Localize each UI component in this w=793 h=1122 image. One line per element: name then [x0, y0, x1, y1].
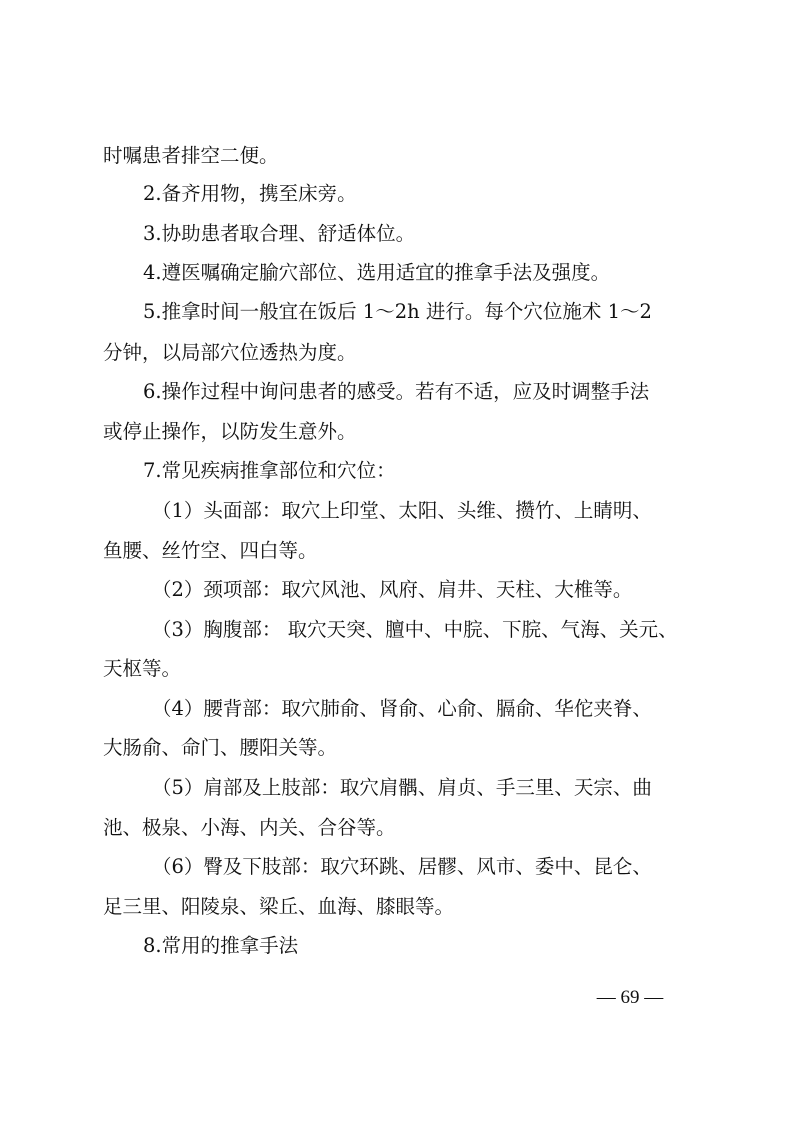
text-line: 池、极泉、小海、内关、合谷等。	[103, 816, 396, 839]
text-line: 3.协助患者取合理、舒适体位。	[143, 222, 416, 245]
text-line: （6）臀及下肢部：取穴环跳、居髎、风市、委中、昆仑、	[152, 855, 652, 878]
text-line: 足三里、阳陵泉、梁丘、血海、膝眼等。	[103, 895, 455, 918]
text-line: （3）胸腹部： 取穴天突、膻中、中脘、下脘、气海、关元、	[152, 618, 678, 641]
text-line: 6.操作过程中询问患者的感受。若有不适，应及时调整手法	[143, 380, 650, 403]
text-line: 8.常用的推拿手法	[143, 934, 299, 957]
text-line: 7.常见疾病推拿部位和穴位：	[143, 459, 396, 482]
text-line: 天枢等。	[103, 657, 182, 680]
text-line: 鱼腰、丝竹空、四白等。	[103, 539, 318, 562]
page-number: — 69 —	[596, 987, 664, 1008]
text-line: （2）颈项部：取穴风池、风府、肩井、天柱、大椎等。	[152, 578, 633, 601]
text-line: （5）肩部及上肢部：取穴肩髃、肩贞、手三里、天宗、曲	[152, 776, 652, 799]
text-line: 大肠俞、命门、腰阳关等。	[103, 736, 338, 759]
text-line: 分钟，以局部穴位透热为度。	[103, 341, 357, 364]
text-line: 时嘱患者排空二便。	[103, 144, 279, 167]
text-line: （1）头面部：取穴上印堂、太阳、头维、攒竹、上睛明、	[152, 499, 652, 522]
text-line: 或停止操作，以防发生意外。	[103, 420, 357, 443]
text-line: 4.遵医嘱确定腧穴部位、选用适宜的推拿手法及强度。	[143, 261, 611, 284]
text-line: 5.推拿时间一般宜在饭后 1～2h 进行。每个穴位施术 1～2	[143, 300, 652, 323]
text-line: （4）腰背部：取穴肺俞、肾俞、心俞、膈俞、华佗夹脊、	[152, 697, 652, 720]
text-line: 2.备齐用物，携至床旁。	[143, 182, 357, 205]
